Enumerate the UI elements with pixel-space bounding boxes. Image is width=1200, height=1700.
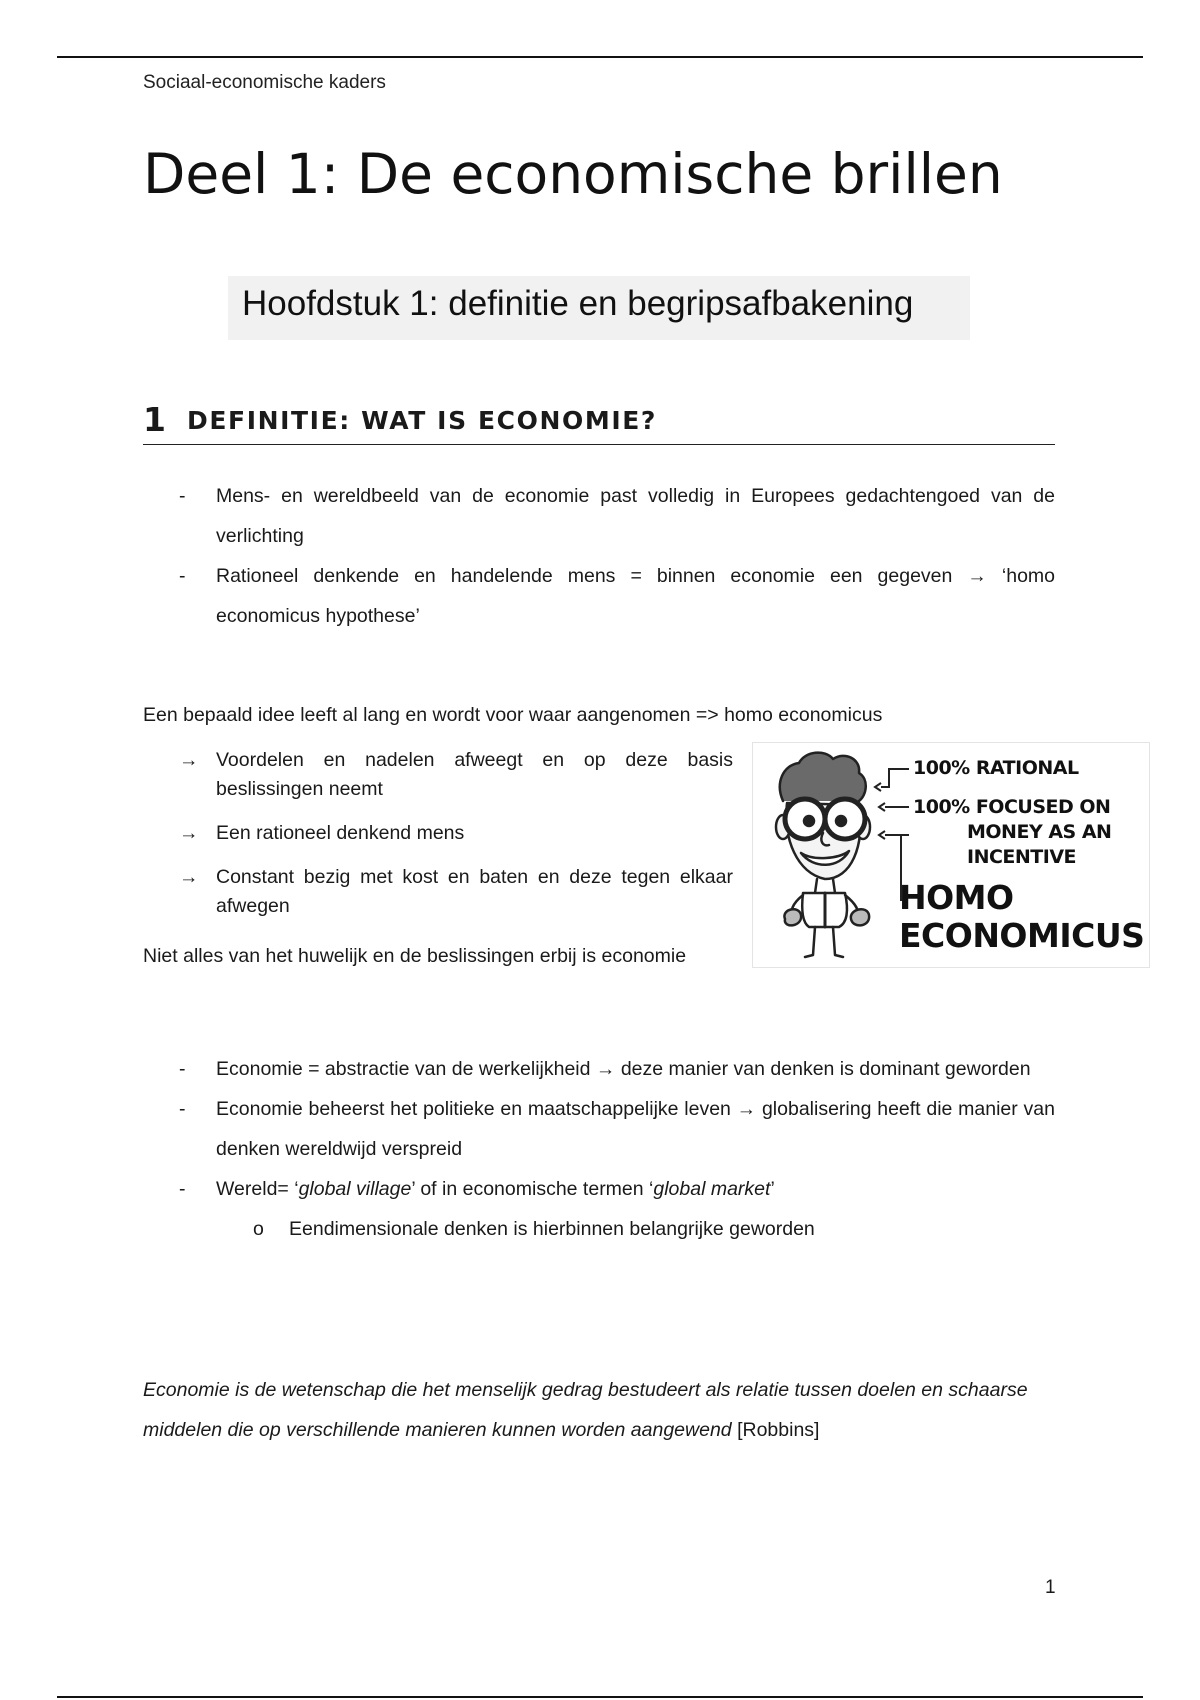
dash-marker: -	[179, 485, 186, 507]
list-item	[143, 556, 1055, 636]
figure-title	[899, 879, 1144, 955]
bullet-list-2	[143, 1049, 1055, 1249]
dash-marker: -	[179, 1058, 186, 1080]
list-item	[143, 1049, 1055, 1089]
list-item-text: Rationeel denkende en handelende mens = binnen economie een gegeven → ‘homo economicus hypothese’	[216, 565, 1055, 627]
label-rational: 100% RATIONAL	[913, 757, 1079, 779]
title-line: HOMO	[899, 878, 1014, 917]
label-line: 100% FOCUSED ON	[913, 796, 1111, 818]
intro-line: Een bepaald idee leeft al lang en wordt voor waar aangenomen => homo economicus	[143, 704, 883, 726]
sub-list-item	[143, 1209, 1055, 1249]
list-item	[143, 1089, 1055, 1169]
bottom-rule	[57, 1696, 1143, 1698]
homo-economicus-illustration	[752, 742, 1150, 968]
label-line: MONEY AS AN	[967, 821, 1112, 843]
definition-quote	[143, 1370, 1055, 1450]
bullet-list-1	[143, 476, 1055, 636]
dash-marker: -	[179, 565, 186, 587]
dash-marker: -	[179, 1178, 186, 1200]
top-rule	[57, 56, 1143, 58]
text-fragment: ’	[770, 1178, 775, 1200]
arrow-marker: →	[179, 749, 199, 771]
running-header: Sociaal-economische kaders	[143, 72, 386, 93]
section-number: 1	[143, 400, 166, 439]
page-number: 1	[1045, 1577, 1056, 1598]
arrow-marker: →	[179, 822, 199, 844]
list-item	[143, 819, 733, 848]
term-global-village: global village	[298, 1178, 412, 1200]
dash-marker: -	[179, 1098, 186, 1120]
list-item	[143, 476, 1055, 556]
list-item-text	[216, 1178, 775, 1200]
list-item-text: Een rationeel denkend mens	[216, 822, 465, 844]
list-item-text: Constant bezig met kost en baten en deze tegen elkaar afwegen	[216, 866, 733, 917]
list-item-text: Economie beheerst het politieke en maatschappelijke leven → globalisering heeft die manier van denken wereldwijd verspreid	[216, 1098, 1055, 1160]
part-title: Deel 1: De economische brillen	[143, 142, 1003, 206]
arrow-marker: →	[179, 866, 199, 888]
text-fragment: Wereld= ‘	[216, 1178, 299, 1200]
circle-marker: o	[253, 1218, 264, 1240]
chapter-title: Hoofdstuk 1: definitie en begripsafbakening	[242, 284, 914, 323]
list-item-text: Eendimensionale denken is hierbinnen belangrijke geworden	[289, 1218, 815, 1240]
list-item	[143, 746, 733, 804]
text-fragment: ’ of in economische termen ‘	[411, 1178, 654, 1200]
cartoon-man-drawing	[776, 753, 870, 957]
list-item-text: Mens- en wereldbeeld van de economie past volledig in Europees gedachtengoed van de verlichting	[216, 485, 1055, 547]
list-item	[143, 863, 733, 921]
list-item-text: Voordelen en nadelen afweegt en op deze basis beslissingen neemt	[216, 749, 733, 800]
definition-text: Economie is de wetenschap die het menselijk gedrag bestudeert als relatie tussen doelen en schaarse middelen die op verschillende manieren kunnen worden aangewend	[143, 1379, 1028, 1441]
label-focused-on-money	[913, 795, 1111, 870]
arrow-list	[143, 746, 733, 936]
definition-source: [Robbins]	[737, 1419, 820, 1441]
note-line: Niet alles van het huwelijk en de beslissingen erbij is economie	[143, 945, 687, 967]
list-item-text: Economie = abstractie van de werkelijkheid → deze manier van denken is dominant geworden	[216, 1058, 1031, 1080]
label-line: INCENTIVE	[967, 846, 1077, 868]
list-item	[143, 1169, 1055, 1209]
term-global-market: global market	[653, 1178, 771, 1200]
section-heading	[143, 400, 1055, 445]
section-title: DEFINITIE: WAT IS ECONOMIE?	[187, 406, 658, 435]
title-line: ECONOMICUS	[899, 916, 1145, 955]
